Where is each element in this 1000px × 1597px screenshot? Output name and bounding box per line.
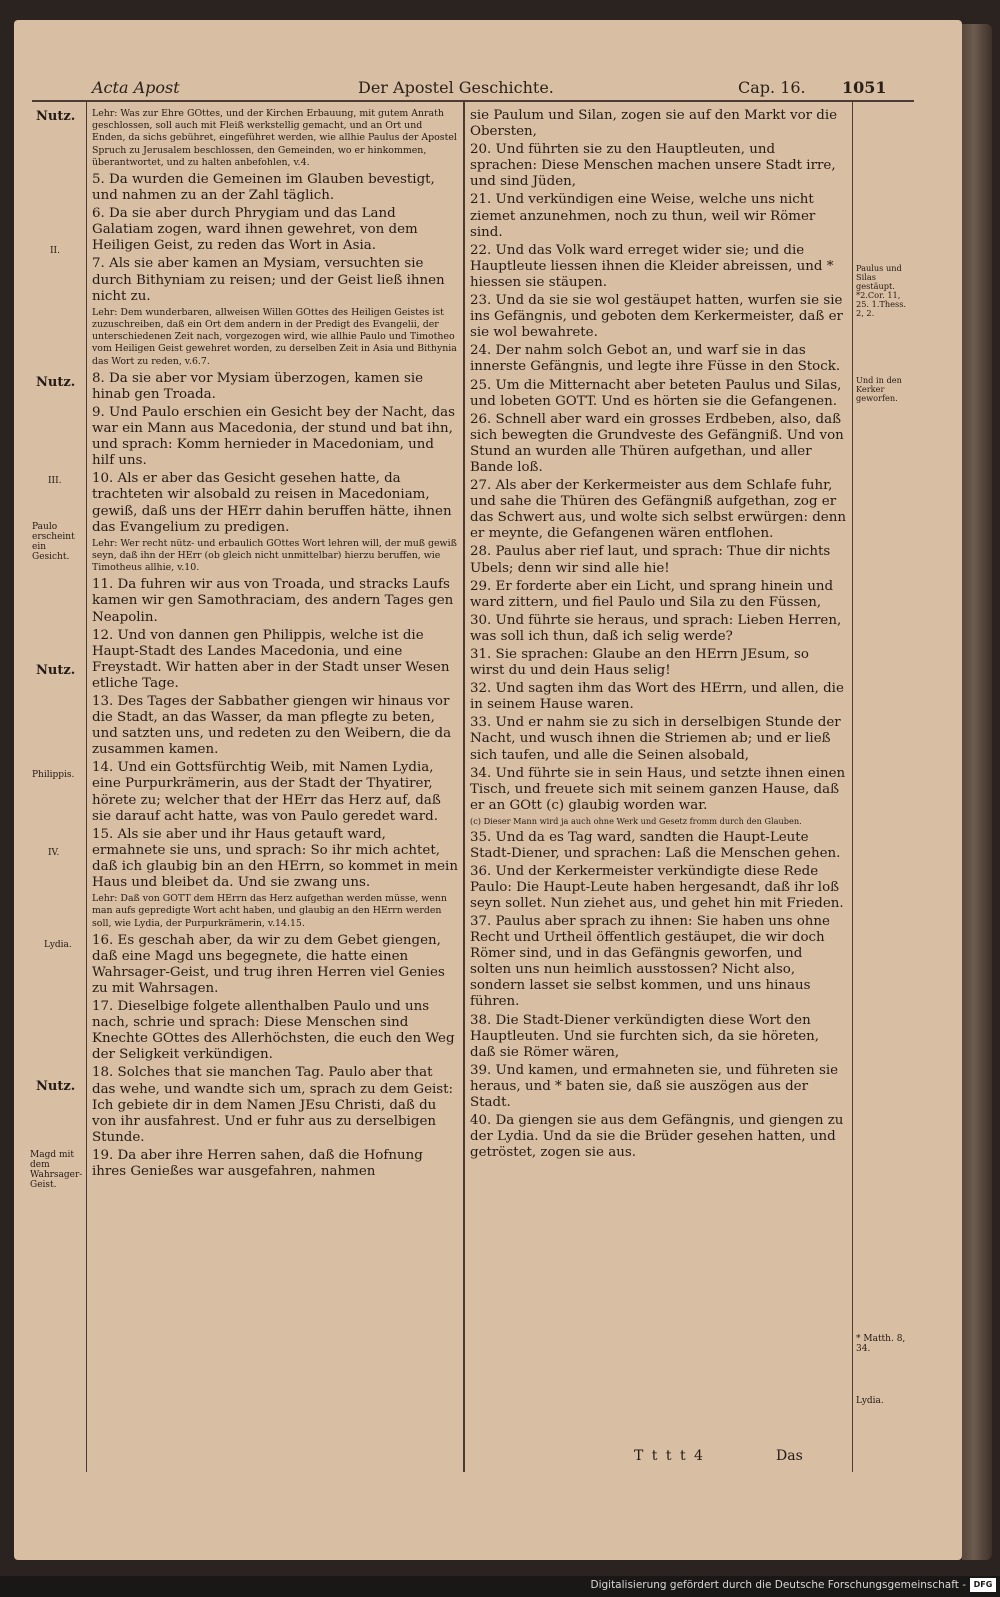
margin-note-lydia: Lydia. xyxy=(44,940,72,950)
verse: 16. Es geschah aber, da wir zu dem Gebet giengen, daß eine Magd uns begegnete, die hatte einen Wahrsager-Geist, und trug ihren Herren viel Genies zu mit Wahrsagen. xyxy=(92,932,445,996)
verse: 28. Paulus aber rief laut, und sprach: Thue dir nichts Ubels; denn wir sind alle hie! xyxy=(470,544,831,576)
verse: 26. Schnell aber ward ein grosses Erdbeben, also, daß sich bewegten die Grundveste des Gefängniß. Und von Stund an wurden alle Thüren aufgethan, und aller Bande loß. xyxy=(470,411,844,475)
verse: 11. Da fuhren wir aus von Troada, und stracks Laufs kamen wir gen Samothraciam, des andern Tages gen Neapolin. xyxy=(92,577,454,625)
verse: 24. Der nahm solch Gebot an, und warf sie in das innerste Gefängnis, und legte ihre Füsse in den Stock. xyxy=(470,343,841,375)
right-text-column xyxy=(470,108,846,1163)
verse: 30. Und führte sie heraus, und sprach: Lieben Herren, was soll ich thun, daß ich selig werde? xyxy=(470,612,842,644)
verse: 27. Als aber der Kerkermeister aus dem Schlafe fuhr, und sahe die Thüren des Gefängniß aufgethan, zog er das Schwert aus, und wolte sich selbst erwürgen: denn er meynte, die Gefangenen wären entflohen. xyxy=(470,478,846,542)
verse: 37. Paulus aber sprach zu ihnen: Sie haben uns ohne Recht und Urtheil öffentlich gestäupet, die wir doch Römer sind, und in das Gefängnis geworfen, und solten uns nun heimlich ausstossen? Nicht also, sondern lasset sie selbst kommen, und uns hinaus führen. xyxy=(470,914,830,1010)
header-left-title: Acta Apost xyxy=(92,78,180,97)
running-header xyxy=(32,78,912,98)
verse: 29. Er forderte aber ein Licht, und sprang hinein und ward zittern, und fiel Paulo und Sila zu den Füssen, xyxy=(470,578,834,610)
verse: sie Paulum und Silan, zogen sie auf den Markt vor die Obersten, xyxy=(470,108,838,140)
header-rule xyxy=(32,100,914,102)
verse: 38. Die Stadt-Diener verkündigten diese Wort den Hauptleuten. Und sie furchten sich, da sie höreten, daß sie Römer wären, xyxy=(470,1012,820,1060)
verse: 9. Und Paulo erschien ein Gesicht bey der Nacht, das war ein Mann aus Macedonia, der stund und bat ihn, und sprach: Komm hernieder in Macedoniam, und hilf uns. xyxy=(92,404,456,469)
margin-section-number: II. xyxy=(50,246,60,256)
doctrine-note: Lehr: Wer recht nütz- und erbaulich GOttes Wort lehren will, der muß gewiß seyn, daß ihn der HErr (ob gleich nicht unmittelbar) hierzu beruffen, wie Timotheus allhie, v.10. xyxy=(92,537,457,574)
verse: 32. Und sagten ihm das Wort des HErrn, und allen, die in seinem Hause waren. xyxy=(470,681,844,713)
verse: 7. Als sie aber kamen an Mysiam, versuchten sie durch Bithyniam zu reisen; und der Geist ließ ihnen nicht zu. xyxy=(92,256,445,304)
verse: 33. Und er nahm sie zu sich in derselbigen Stunde der Nacht, und wusch ihnen die Striemen ab; und er ließ sich taufen, und alle die Seinen alsobald, xyxy=(470,715,841,763)
verse: 23. Und da sie sie wol gestäupet hatten, wurfen sie sie ins Gefängnis, und geboten dem Kerkermeister, daß er sie wol bewahrete. xyxy=(470,293,843,341)
verse: 17. Dieselbige folgete allenthalben Paulo und uns nach, schrie und sprach: Diese Menschen sind Knechte GOttes des Allerhöchsten, die euch den Weg der Seligkeit verkündigen. xyxy=(92,999,455,1063)
verse: 8. Da sie aber vor Mysiam überzogen, kamen sie hinab gen Troada. xyxy=(92,370,424,402)
margin-nutz: Nutz. xyxy=(36,1079,76,1094)
verse: 31. Sie sprachen: Glaube an den HErrn JEsum, so wirst du und dein Haus selig! xyxy=(470,647,809,679)
margin-nutz: Nutz. xyxy=(36,663,76,678)
margin-note-paulus: Paulus und Silas gestäupt. *2.Cor. 11, 25. 1.Thess. 2, 2. xyxy=(856,263,907,318)
verse: 10. Als er aber das Gesicht gesehen hatte, da trachteten wir alsobald zu reisen in Macedoniam, gewiß, daß uns der HErr dahin beruffen hätte, ihnen das Evangelium zu predigen. xyxy=(92,471,452,535)
verse: 14. Und ein Gottsfürchtig Weib, mit Namen Lydia, eine Purpurkrämerin, aus der Stadt der Thyatirer, hörete zu; welcher that der HErr das Herz auf, daß sie darauf acht hatte, was von Paulo geredet ward. xyxy=(92,760,441,824)
margin-note-paulo: Paulo erscheint ein Gesicht. xyxy=(32,522,75,562)
left-text-column xyxy=(92,108,458,1182)
signature-mark: T t t t 4 xyxy=(634,1448,705,1464)
footnote: (c) Dieser Mann wird ja auch ohne Werk und Gesetz fromm durch den Glauben. xyxy=(470,815,802,826)
catchword: Das xyxy=(776,1448,803,1464)
verse: 6. Da sie aber durch Phrygiam und das Land Galatiam zogen, ward ihnen gewehret, von dem Heiligen Geist, zu reden das Wort in Asia. xyxy=(92,206,418,254)
verse: 20. Und führten sie zu den Hauptleuten, und sprachen: Diese Menschen machen unsere Stadt irre, und sind Jüden, xyxy=(470,142,836,190)
verse: 19. Da aber ihre Herren sahen, daß die Hofnung ihres Genießes war ausgefahren, nahmen xyxy=(92,1147,423,1180)
credit-text: Digitalisierung gefördert durch die Deutsche Forschungsgemeinschaft - xyxy=(590,1579,966,1591)
margin-section-number: IV. xyxy=(48,848,60,858)
book-binding xyxy=(962,24,992,1560)
page-number: 1051 xyxy=(842,78,887,97)
verse: 34. Und führte sie in sein Haus, und setzte ihnen einen Tisch, und freuete sich mit seinem ganzen Hause, daß er an GOtt (c) glaubig worden war. xyxy=(470,765,846,813)
header-center-title: Der Apostel Geschichte. xyxy=(358,78,554,97)
verse: 25. Um die Mitternacht aber beteten Paulus und Silas, und lobeten GOTT. Und es hörten sie die Gefangenen. xyxy=(470,377,842,409)
verse: 22. Und das Volk ward erreget wider sie; und die Hauptleute liessen ihnen die Kleider abreissen, und * hiessen sie stäupen. xyxy=(470,242,834,290)
verse: 36. Und der Kerkermeister verkündigte diese Rede Paulo: Die Haupt-Leute haben hergesandt, daß ihr loß seyn sollet. Nun ziehet aus, und gehet hin mit Frieden. xyxy=(470,863,844,911)
margin-nutz: Nutz. xyxy=(36,375,76,390)
margin-note-lydia: Lydia. xyxy=(856,1396,884,1406)
verse: 15. Als sie aber und ihr Haus getauft ward, ermahnete sie uns, und sprach: So ihr mich achtet, daß ich glaubig bin an den HErrn, so kommet in mein Haus und bleibet da. Und sie zwang uns. xyxy=(92,826,458,891)
margin-section-number: III. xyxy=(48,476,62,486)
dfg-logo: DFG xyxy=(970,1578,996,1592)
margin-note-kerker: Und in den Kerker geworfen. xyxy=(856,375,902,403)
doctrine-note: Lehr: Dem wunderbaren, allweisen Willen GOttes des Heiligen Geistes ist zuzuschreiben, daß ein Ort dem andern in der Predigt des Evangelii, der unterschiedenen Zeit nach, vorgezogen wird, wie allhie Paulo und Timotheo vom Heiligen Geist gewehret worden, zu derselben Zeit in Asia und Bithynia das Wort zu reden, v.6.7. xyxy=(92,306,457,367)
verse: 35. Und da es Tag ward, sandten die Haupt-Leute Stadt-Diener, und sprachen: Laß die Menschen gehen. xyxy=(470,829,841,861)
verse: 13. Des Tages der Sabbather giengen wir hinaus vor die Stadt, an das Wasser, da man pflegte zu beten, und satzten uns, und redeten zu den Weibern, die da zusammen kamen. xyxy=(92,693,452,758)
doctrine-note: Lehr: Daß von GOTT dem HErrn das Herz aufgethan werden müsse, wenn man aufs gepredigte Wort acht haben, und glaubig an den HErrn werden soll, wie Lydia, der Purpurkrämerin, v.14.15. xyxy=(92,893,447,929)
doctrine-note: Lehr: Was zur Ehre GOttes, und der Kirchen Erbauung, mit gutem Anrath geschlossen, soll auch mit Fleiß werkstellig gemacht, und an Ort und Enden, da sichs gebühret, eingeführet werden, wie allhie Paulus der Apostel Spruch zu Jerusalem beschlossen, den Gemeinden, wo er hinkommen, überantwortet, und zu halten anbefohlen, v.4. xyxy=(92,108,457,168)
verse: 21. Und verkündigen eine Weise, welche uns nicht ziemet anzunehmen, noch zu thun, weil wir Römer sind. xyxy=(470,192,816,240)
header-chapter: Cap. 16. xyxy=(738,78,806,97)
verse: 5. Da wurden die Gemeinen im Glauben bevestigt, und nahmen zu an der Zahl täglich. xyxy=(92,172,435,204)
verse: 18. Solches that sie manchen Tag. Paulo aber that das wehe, und wandte sich um, sprach zu dem Geist: Ich gebiete dir in dem Namen JEsu Christi, daß du von ihr ausfahrest. Und er fuhr aus zu derselbigen Stunde. xyxy=(92,1065,454,1145)
margin-nutz: Nutz. xyxy=(36,109,76,124)
left-margin-rule xyxy=(86,100,87,1472)
verse: 39. Und kamen, und ermahneten sie, und führeten sie heraus, und * baten sie, daß sie auszögen aus der Stadt. xyxy=(470,1062,839,1111)
margin-note-matth: * Matth. 8, 34. xyxy=(856,1334,906,1354)
margin-note-philippis: Philippis. xyxy=(32,770,75,780)
verse: 40. Da giengen sie aus dem Gefängnis, und giengen zu der Lydia. Und da sie die Brüder gesehen hatten, und getröstet, zogen sie aus. xyxy=(470,1113,844,1161)
verse: 12. Und von dannen gen Philippis, welche ist die Haupt-Stadt des Landes Macedonia, und eine Freystadt. Wir hatten aber in der Stadt unser Wesen etliche Tage. xyxy=(92,627,450,691)
right-margin-rule xyxy=(852,100,853,1472)
margin-note-magd: Magd mit dem Wahrsager-Geist. xyxy=(30,1150,83,1190)
column-divider xyxy=(463,100,465,1472)
